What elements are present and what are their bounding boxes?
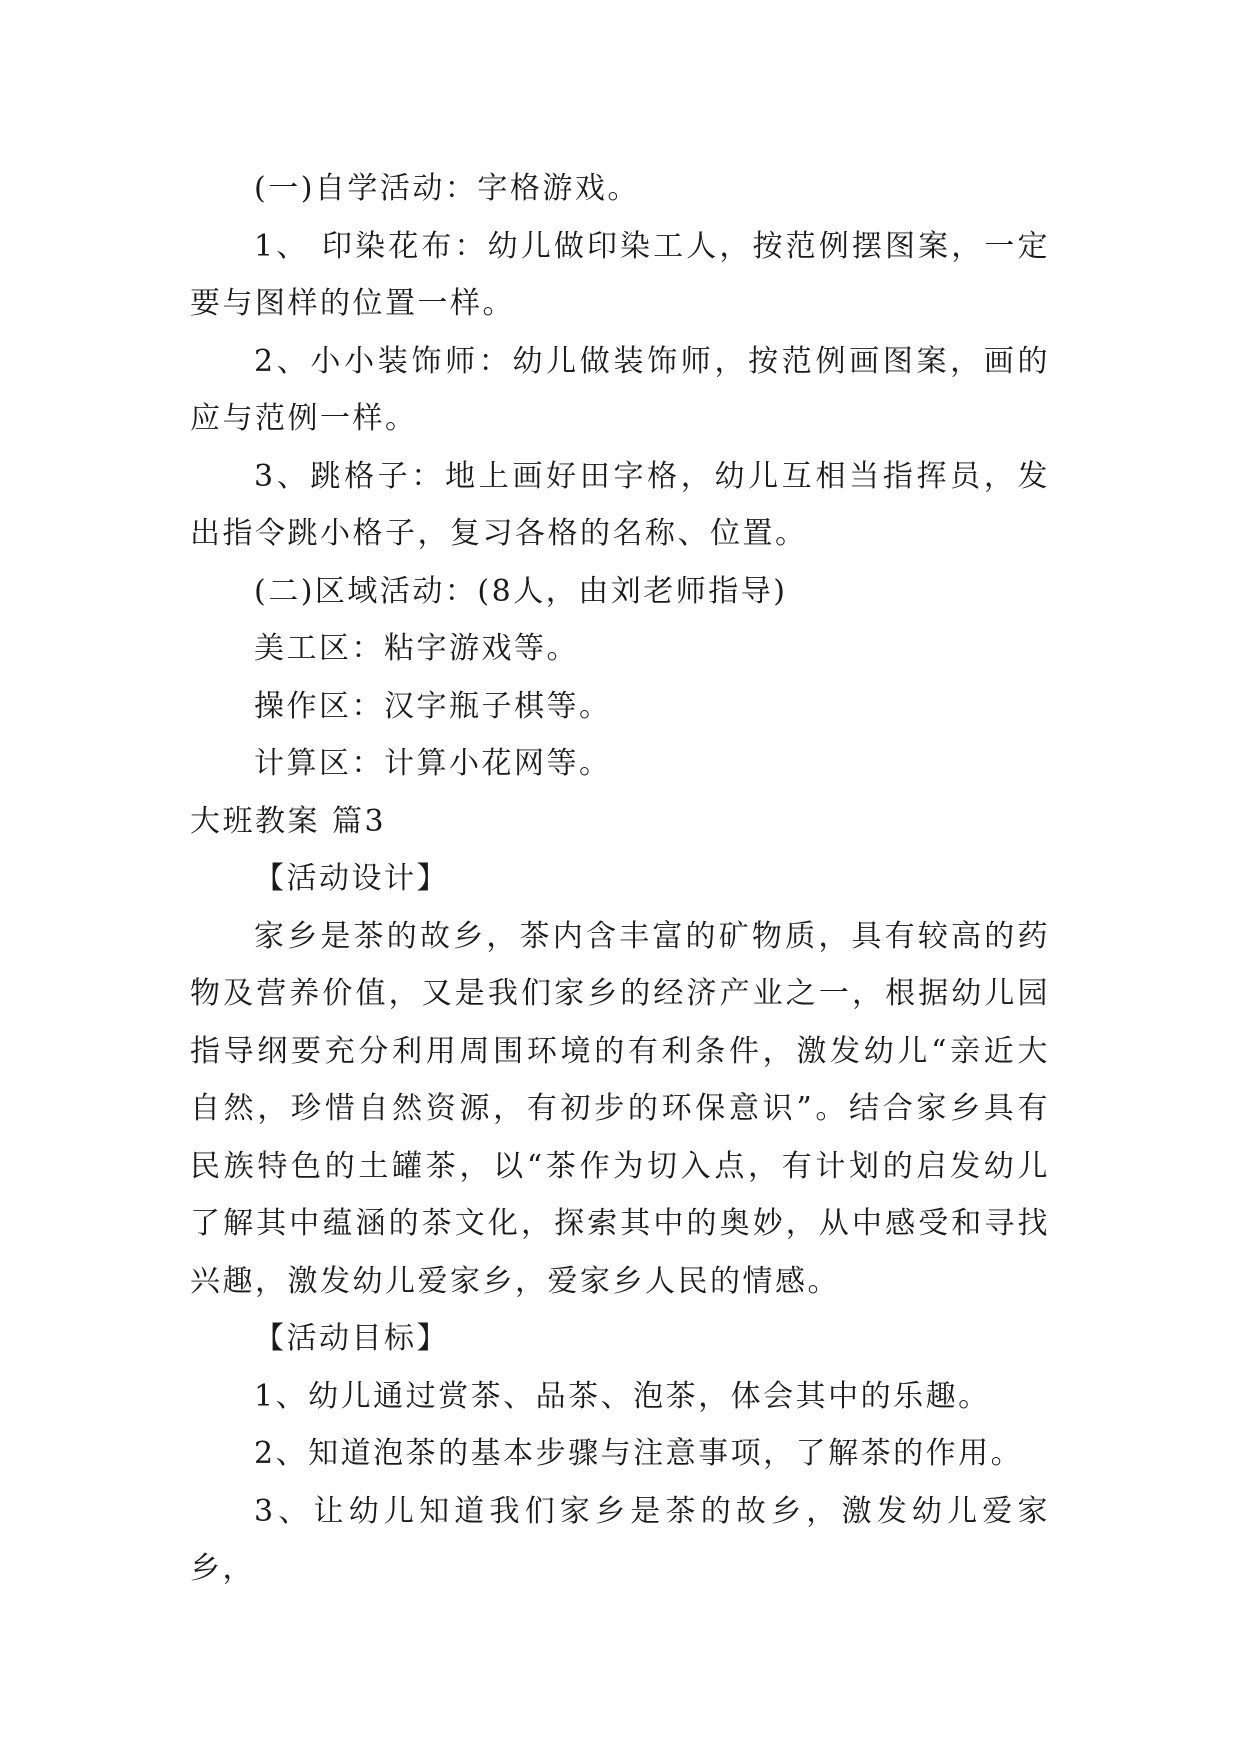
paragraph-item-hopscotch: 3、跳格子：地上画好田字格，幼儿互相当指挥员，发出指令跳小格子，复习各格的名称、位置。 [190,458,1050,551]
goal-item-1: 1、幼儿通过赏茶、品茶、泡茶，体会其中的乐趣。 [254,1378,991,1414]
paragraph-area-activity-heading: (二)区域活动：(8人，由刘老师指导) [254,573,788,609]
document-body [190,160,1050,1598]
paragraph-item-decorator: 2、小小装饰师：幼儿做装饰师，按范例画图案，画的应与范例一样。 [190,343,1050,436]
activity-goals-heading: 【活动目标】 [254,1321,449,1356]
paragraph-self-study-heading: (一)自学活动：字格游戏。 [254,171,640,206]
goal-item-2: 2、知道泡茶的基本步骤与注意事项，了解茶的作用。 [254,1436,1024,1471]
paragraph-calculation-area: 计算区：计算小花网等。 [254,746,612,781]
paragraph-item-printing-cloth: 1、 印染花布：幼儿做印染工人，按范例摆图案，一定要与图样的位置一样。 [190,228,1050,321]
section-title: 大班教案 篇3 [190,803,387,839]
activity-design-heading: 【活动设计】 [254,861,449,896]
paragraph-art-area: 美工区：粘字游戏等。 [254,631,579,666]
paragraph-operation-area: 操作区：汉字瓶子棋等。 [254,688,612,724]
goal-item-3: 3、让幼儿知道我们家乡是茶的故乡，激发幼儿爱家乡， [190,1493,1050,1586]
activity-design-body: 家乡是茶的故乡，茶内含丰富的矿物质，具有较高的药物及营养价值，又是我们家乡的经济产业之一，根据幼儿园指导纲要充分利用周围环境的有利条件，激发幼儿“亲近大自然，珍惜自然资源，有初步的环保意识”。结合家乡具有民族特色的土罐茶，以“茶作为切入点，有计划的启发幼儿了解其中蕴涵的茶文化，探索其中的奥妙，从中感受和寻找兴趣，激发幼儿爱家乡，爱家乡人民的情感。 [190,918,1050,1299]
